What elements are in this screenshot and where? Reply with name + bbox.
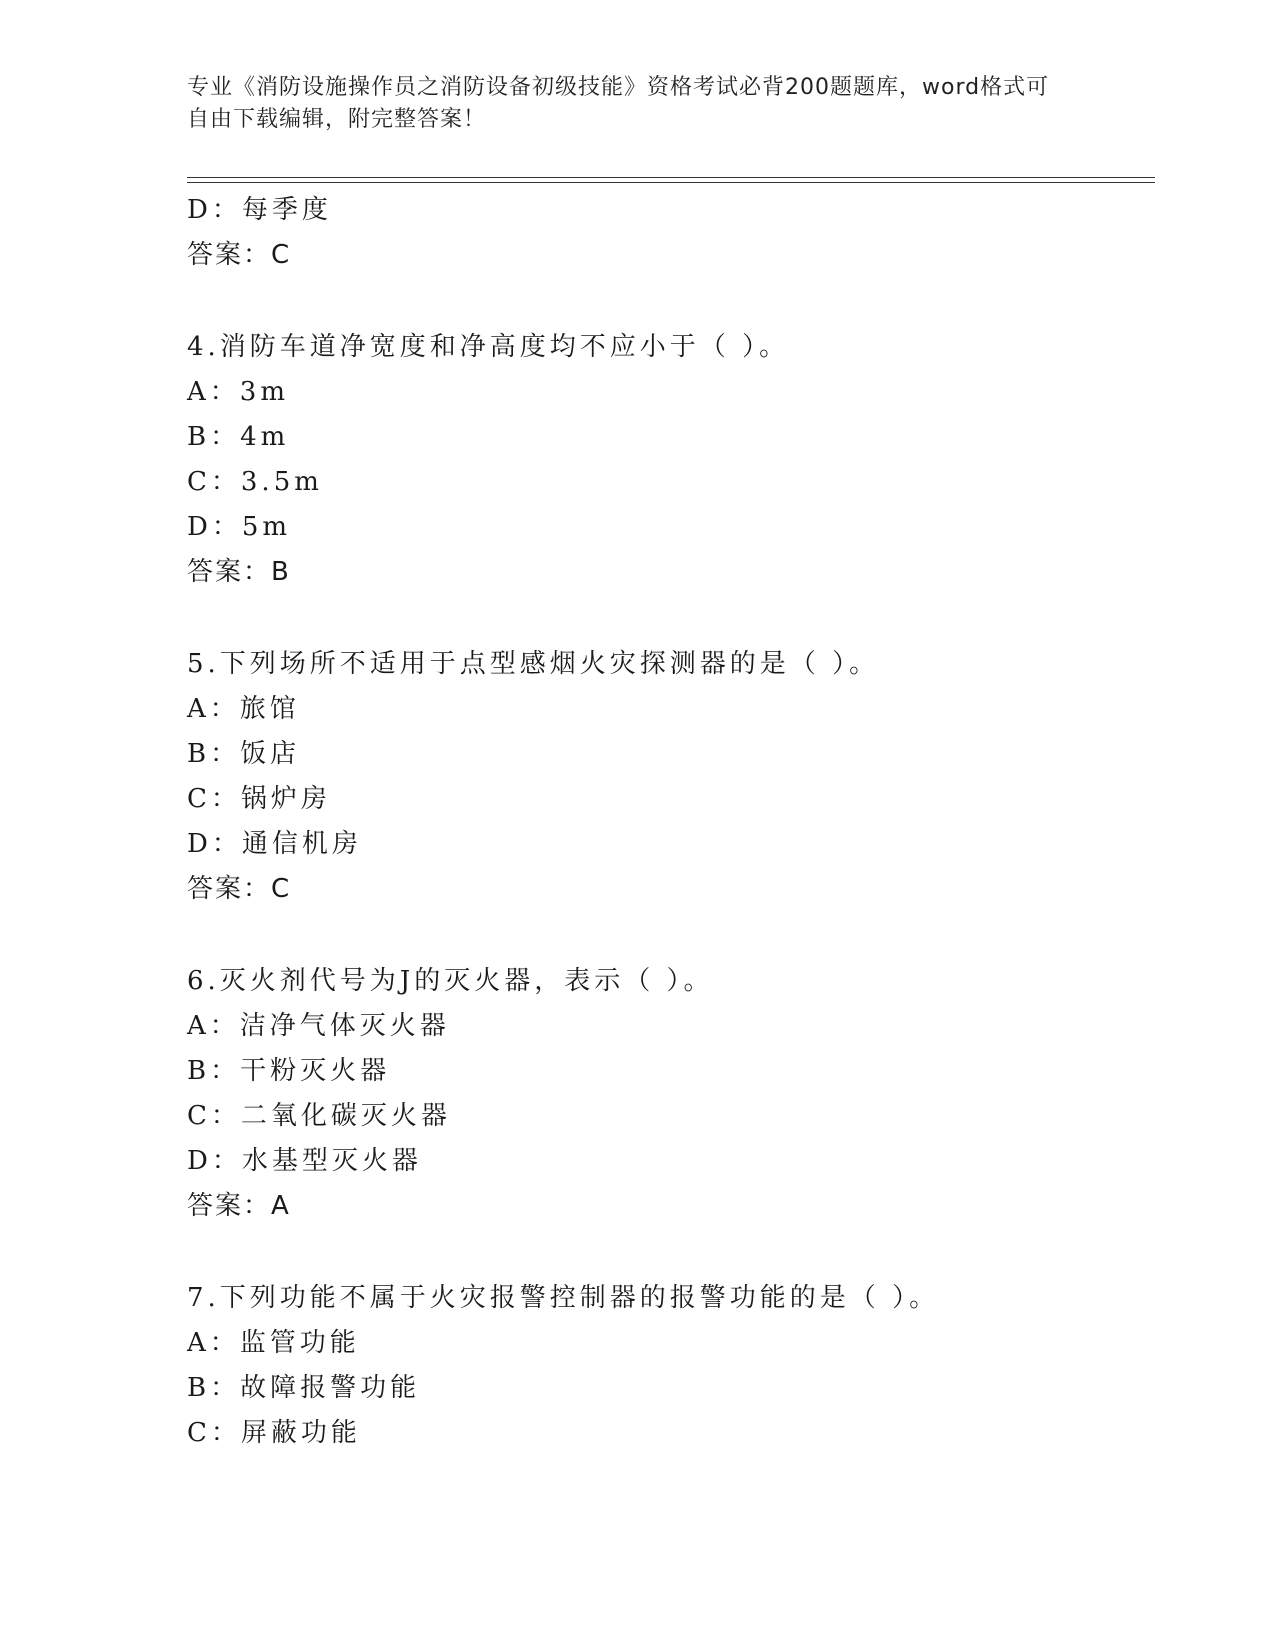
option-b: B：故障报警功能	[187, 1373, 421, 1403]
option-c: C：锅炉房	[187, 784, 331, 814]
question-stem: 4.消防车道净宽度和净高度均不应小于（ ）。	[187, 332, 790, 362]
option-d: D：通信机房	[187, 829, 362, 859]
option-d: D：水基型灭火器	[187, 1146, 422, 1176]
question-stem: 6.灭火剂代号为J的灭火器，表示（ ）。	[187, 966, 714, 996]
prev-option-d: D：每季度	[187, 195, 332, 225]
answer: 答案：A	[187, 1191, 291, 1221]
question-stem: 7.下列功能不属于火灾报警控制器的报警功能的是（ ）。	[187, 1283, 940, 1313]
option-b: B：饭店	[187, 739, 301, 769]
document-header: 专业《消防设施操作员之消防设备初级技能》资格考试必背200题题库，word格式可自由下载编辑，附完整答案！	[187, 75, 1050, 132]
option-c: C：3.5m	[187, 467, 323, 497]
question-stem: 5.下列场所不适用于点型感烟火灾探测器的是（ ）。	[187, 649, 880, 679]
question-7	[187, 1276, 1147, 1456]
option-a: A：3m	[187, 377, 289, 407]
option-d: D：5m	[187, 512, 292, 542]
option-a: A：旅馆	[187, 694, 300, 724]
option-a: A：监管功能	[187, 1328, 360, 1358]
question-6	[187, 959, 1147, 1229]
prev-answer: 答案：C	[187, 240, 292, 270]
answer: 答案：C	[187, 874, 292, 904]
question-content	[187, 188, 1147, 1456]
option-c: C：二氧化碳灭火器	[187, 1101, 451, 1131]
option-a: A：洁净气体灭火器	[187, 1011, 450, 1041]
header-rule-top	[187, 177, 1155, 178]
answer: 答案：B	[187, 557, 291, 587]
question-5	[187, 642, 1147, 912]
option-c: C：屏蔽功能	[187, 1418, 361, 1448]
question-4	[187, 325, 1147, 595]
option-b: B：干粉灭火器	[187, 1056, 391, 1086]
header-rule-bottom	[187, 182, 1155, 183]
option-b: B：4m	[187, 422, 290, 452]
